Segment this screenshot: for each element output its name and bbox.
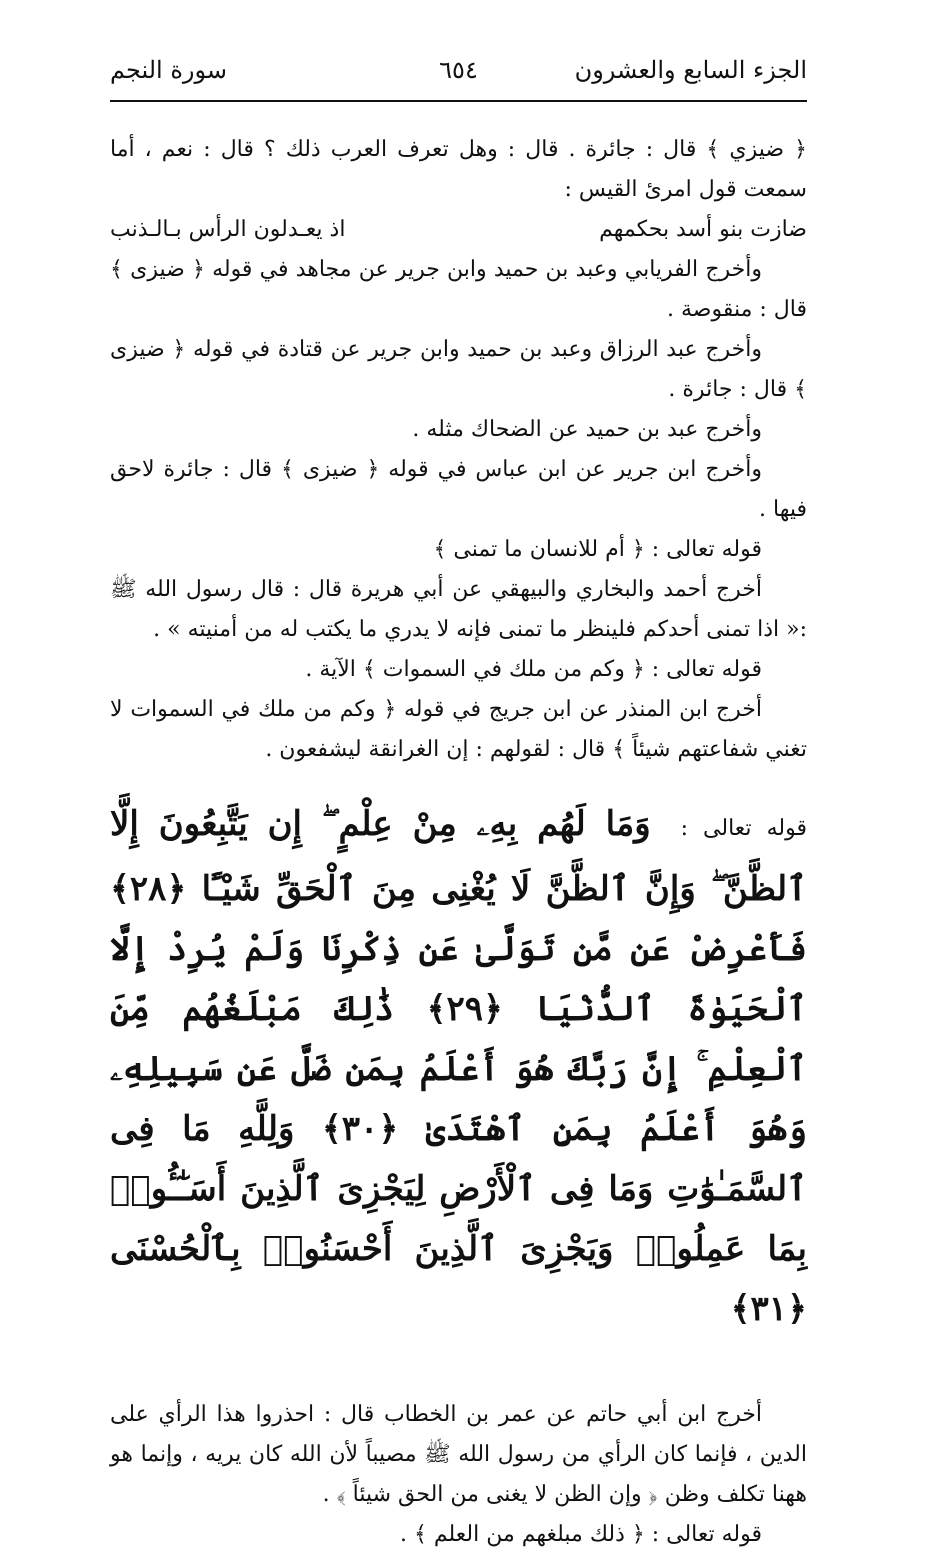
paragraph-ibn-jurayj: أخرج ابن المنذر عن ابن جريج في قوله ﴿ وكم من ملك في السموات لا تغني شفاعتهم شيئاً ﴾ قال : لقولهم : إن الغرانقة ليشفعون .	[110, 697, 807, 762]
heading-wa-kam-min-malak: قوله تعالى : ﴿ وكم من ملك في السموات ﴾ الآية .	[305, 657, 762, 682]
paragraph-dahhak: وأخرج عبد بن حميد عن الضحاك مثله .	[412, 417, 762, 442]
paragraph-abu-hurayra: أخرج أحمد والبخاري والبيهقي عن أبي هريرة قال : قال رسول الله ﷺ :« اذا تمنى أحدكم فلينظر ما تمنى فإنه لا يدري ما يكتب له من أمنيته » .	[110, 577, 807, 642]
paragraph-umar: أخرج ابن أبي حاتم عن عمر بن الخطاب قال : احذروا هذا الرأي على الدين ، فإنما كان الرأي من رسول الله ﷺ مصيباً لأن الله كان يريه ، وإنما هو ههنا تكلف وظن ﴿ وإن الظن لا يغنى من الحق شيئاً ﴾ .	[110, 1402, 807, 1507]
paragraph-qatada: وأخرج عبد الرزاق وعبد بن حميد وابن جرير عن قتادة في قوله ﴿ ضيزى ﴾ قال : جائرة .	[110, 337, 807, 402]
quran-text: وَمَا لَهُم بِهِۦ مِنْ عِلْمٍ ۖ إِن يَتَّبِعُونَ إِلَّا ٱلظَّنَّ ۖ وَإِنَّ ٱلظَّنَّ لَا يُغْنِى مِنَ ٱلْحَقِّ شَيْـًٔا ﴿٢٨﴾ فَأَعْرِضْ عَن مَّن تَوَلَّىٰ عَن ذِكْرِنَا وَلَمْ يُرِدْ إِلَّا ٱلْحَيَوٰةَ ٱلدُّنْيَا ﴿٢٩﴾ ذَٰلِكَ مَبْلَغُهُم مِّنَ ٱلْعِلْمِ ۚ إِنَّ رَبَّكَ هُوَ أَعْلَمُ بِمَن ضَلَّ عَن سَبِيلِهِۦ وَهُوَ أَعْلَمُ بِمَنِ ٱهْتَدَىٰ ﴿٣٠﴾ وَلِلَّهِ مَا فِى ٱلسَّمَـٰوَٰتِ وَمَا فِى ٱلْأَرْضِ لِيَجْزِىَ ٱلَّذِينَ أَسَـٰٓـُٔوا۟ بِمَا عَمِلُوا۟ وَيَجْزِىَ ٱلَّذِينَ أَحْسَنُوا۟ بِٱلْحُسْنَى ﴿٣١﴾	[110, 804, 807, 1329]
paragraph-ibn-abbas: وأخرج ابن جرير عن ابن عباس في قوله ﴿ ضيزى ﴾ قال : جائرة لاحق فيها .	[110, 457, 807, 522]
verse-hemistich-right: ضازت بنو أسد بحكمهم	[599, 217, 807, 242]
page-number: ٦٥٤	[439, 56, 478, 84]
verse-hemistich-left: اذ يعـدلون الرأس بـالـذنب	[110, 217, 346, 242]
page-body	[110, 130, 807, 1555]
paragraph-mujahid: وأخرج الفريابي وعبد بن حميد وابن جرير عن مجاهد في قوله ﴿ ضيزى ﴾ قال : منقوصة .	[110, 257, 807, 322]
quran-verses-block	[110, 794, 807, 1339]
quran-intro: قوله تعالى :	[680, 816, 807, 841]
heading-am-lil-insan: قوله تعالى : ﴿ أم للانسان ما تمنى ﴾	[433, 537, 762, 562]
heading-dhalika-mablaghuhum: قوله تعالى : ﴿ ذلك مبلغهم من العلم ﴾ .	[399, 1522, 762, 1547]
header-divider	[110, 100, 807, 102]
paragraph-dhizi-meaning: ﴿ ضيزي ﴾ قال : جائرة . قال : وهل تعرف العرب ذلك ؟ قال : نعم ، أما سمعت قول امرئ القيس :	[110, 137, 807, 202]
page-header	[110, 56, 807, 96]
poetry-verse	[110, 210, 807, 250]
juz-title: الجزء السابع والعشرون	[574, 56, 807, 84]
surah-title: سورة النجم	[110, 56, 227, 84]
